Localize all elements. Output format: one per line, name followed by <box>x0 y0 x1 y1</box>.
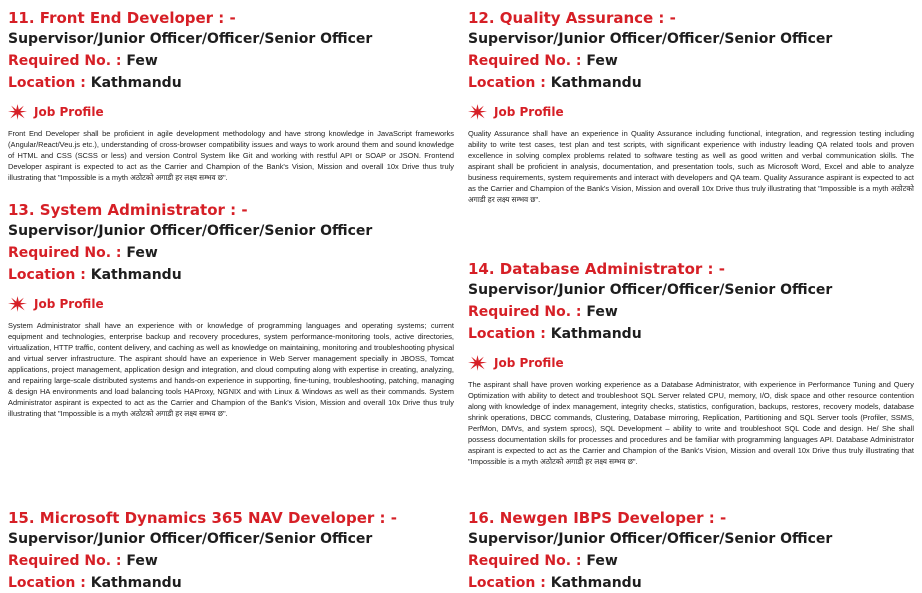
location-label: Location : <box>468 326 546 342</box>
job-description: Front End Developer shall be proficient in agile development methodology and have strong knowledge in JavaScript frameworks (Angular/React/Veu.js etc.), understanding of cross-browser compatibility issues and ways to work around them and sound knowledge of HTML and CSS (SCSS or less) and version Control System like Git and working with restful API or SOAP or JSON. Frontend Developer aspirant is expected to act as the Carrier and Champion of the Bank's Vision, Mission and overall 10x Drive thus truly illustrating that "Impossible is a myth अठोटको अगाडी हर लक्ष्य सम्भव छ". <box>8 129 454 183</box>
job-title: 13. System Administrator : - <box>8 201 248 219</box>
job-title: 11. Front End Developer : - <box>8 9 236 27</box>
required-label: Required No. : <box>468 53 582 69</box>
job-profile-label: Job Profile <box>34 105 104 119</box>
required-value: Few <box>586 553 618 569</box>
job-title: 16. Newgen IBPS Developer : - <box>468 509 727 527</box>
location-value: Kathmandu <box>550 75 642 91</box>
star-burst-icon <box>468 104 487 120</box>
job-profile-heading <box>8 296 454 312</box>
location <box>8 74 454 92</box>
required-number <box>468 552 914 570</box>
job-card-dynamics-nav-developer <box>8 509 454 592</box>
location-value: Kathmandu <box>90 267 182 283</box>
location <box>468 574 914 592</box>
star-burst-icon <box>8 104 27 120</box>
job-profile-label: Job Profile <box>34 297 104 311</box>
job-position-levels: Supervisor/Junior Officer/Officer/Senior Officer <box>468 282 833 298</box>
job-position-levels: Supervisor/Junior Officer/Officer/Senior Officer <box>468 531 833 547</box>
job-description: System Administrator shall have an experience with or knowledge of programming languages and operating systems; current equipment and technologies, enterprise backup and recovery procedures, system performance-monitoring tools, active directories, virtualization, HTTP traffic, content delivery, and caching as well as knowledge on maintaining, monitoring and troubleshooting physical and virtual server infrastructure. The aspirant should have an experience in Web Server management specially in JBOSS, Tomcat applications, project management, application design and integration, and cloud computing along with expertise in creating, analyzing, and repairing large-scale distributed systems and hands-on experience in supporting, fine-tuning, troubleshooting, patching, managing & design HA environments and load balancing tools HAProxy, NGNIX and with Linux & Windows as well as their commands. System Administrator aspirant is expected to act as the Carrier and Champion of the Bank's Vision, Mission and overall 10x Drive thus truly illustrating that "Impossible is a myth अठोटको अगाडी हर लक्ष्य सम्भव छ". <box>8 321 454 419</box>
required-value: Few <box>586 304 618 320</box>
star-burst-icon <box>8 296 27 312</box>
job-profile-heading <box>468 355 914 371</box>
required-number <box>8 52 454 70</box>
location <box>468 74 914 92</box>
required-value: Few <box>126 553 158 569</box>
location-label: Location : <box>8 575 86 591</box>
job-title: 14. Database Administrator : - <box>468 260 725 278</box>
required-value: Few <box>126 53 158 69</box>
location-value: Kathmandu <box>90 75 182 91</box>
job-title: 15. Microsoft Dynamics 365 NAV Developer : - <box>8 509 397 527</box>
required-label: Required No. : <box>8 245 122 261</box>
job-profile-heading <box>8 104 454 120</box>
job-card-database-administrator <box>468 260 914 467</box>
location-label: Location : <box>8 267 86 283</box>
required-number <box>468 52 914 70</box>
required-label: Required No. : <box>468 553 582 569</box>
location-value: Kathmandu <box>90 575 182 591</box>
job-position-levels: Supervisor/Junior Officer/Officer/Senior Officer <box>8 531 373 547</box>
required-label: Required No. : <box>8 553 122 569</box>
job-position-levels: Supervisor/Junior Officer/Officer/Senior Officer <box>468 31 833 47</box>
job-description: Quality Assurance shall have an experience in Quality Assurance including functional, integration, and regression testing including ability to write test cases, test plan and test scripts, with significant experience with industry leading QA related tools and proven excellence in solving complex problems related to software testing as well as good written and verbal communication skills. The aspirant shall be proficient in analysis, documentation, and presentation tools, such as Microsoft Word, Excel and able to analyze business requirements, system requirements and interact with developers and QA team. Quality Assurance aspirant is expected to act as the Carrier and Champion of the Bank's Vision, Mission and overall 10x Drive thus truly illustrating that "Impossible is a myth अठोटको अगाडी हर लक्ष्य सम्भव छ". <box>468 129 914 205</box>
job-card-front-end-developer <box>8 9 454 183</box>
job-position-levels: Supervisor/Junior Officer/Officer/Senior Officer <box>8 31 373 47</box>
job-profile-label: Job Profile <box>494 356 564 370</box>
job-position-levels: Supervisor/Junior Officer/Officer/Senior Officer <box>8 223 373 239</box>
location-label: Location : <box>468 75 546 91</box>
location <box>8 574 454 592</box>
job-profile-label: Job Profile <box>494 105 564 119</box>
job-description: The aspirant shall have proven working experience as a Database Administrator, with experience in Performance Tuning and Query Optimization with ability to detect and troubleshoot SQL Server related CPU, memory, I/O, disk space and other resource contention along with knowledge of index management, integrity checks, statistics, configuration, backups, restores, recovery models, database shrink operations, DBCC commands, Clustering, Database mirroring, Replication, Partitioning and SQL Server tools (Profiler, SSMS, PerfMon, DMVs, and system sprocs), SQL Development – ability to write and troubleshoot SQL Code and design. He/ She shall possess documentation skills for processes and procedures and be familiar with programming languages API. Database Administrator aspirant is expected to act as the Carrier and Champion of the Bank's Vision, Mission and overall 10x Drive thus truly illustrating that "Impossible is a myth अठोटको अगाडी हर लक्ष्य सम्भव छ". <box>468 380 914 467</box>
job-card-newgen-ibps-developer <box>468 509 914 592</box>
location-value: Kathmandu <box>550 326 642 342</box>
required-value: Few <box>126 245 158 261</box>
location <box>8 266 454 284</box>
required-value: Few <box>586 53 618 69</box>
job-card-system-administrator <box>8 201 454 419</box>
location <box>468 325 914 343</box>
job-profile-heading <box>468 104 914 120</box>
location-label: Location : <box>8 75 86 91</box>
required-label: Required No. : <box>8 53 122 69</box>
location-value: Kathmandu <box>550 575 642 591</box>
required-number <box>8 244 454 262</box>
required-number <box>8 552 454 570</box>
location-label: Location : <box>468 575 546 591</box>
job-title: 12. Quality Assurance : - <box>468 9 676 27</box>
star-burst-icon <box>468 355 487 371</box>
job-card-quality-assurance <box>468 9 914 205</box>
required-label: Required No. : <box>468 304 582 320</box>
required-number <box>468 303 914 321</box>
